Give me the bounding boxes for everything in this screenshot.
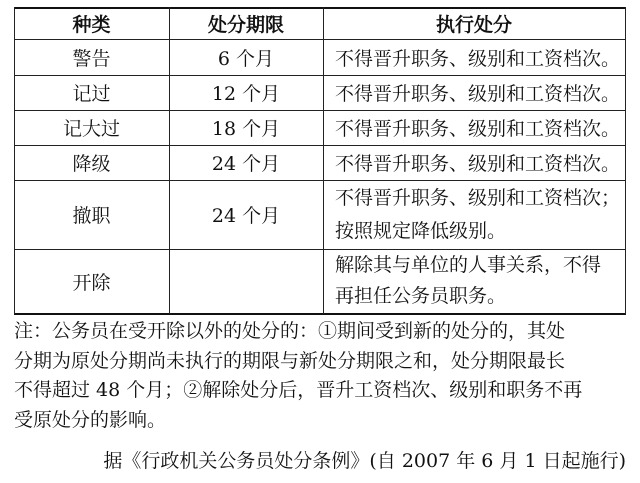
row-action [323,249,625,313]
row-type: 记过 [72,83,111,105]
row-type: 记大过 [62,118,120,140]
row-action-line: 不得晋升职务、级别和工资档次； [335,186,621,209]
row-action-line: 解除其与单位的人事关系，不得 [335,254,602,276]
note-line: 分期为原处分期尚未执行的期限与新处分期限之和，处分期限最长 [14,349,566,372]
row-period: 18 个月 [211,118,281,140]
row-action: 不得晋升职务、级别和工资档次。 [335,118,621,140]
row-type: 降级 [72,153,111,175]
row-action: 不得晋升职务、级别和工资档次。 [335,153,621,175]
row-period: 24 个月 [211,205,281,227]
row-period: 24 个月 [211,153,281,175]
note-line: 受原处分的影响。 [14,408,167,431]
header-type: 种类 [72,13,111,36]
row-period: 12 个月 [211,83,281,105]
row-action: 不得晋升职务、级别和工资档次。 [335,47,621,70]
disciplinary-table [14,7,626,314]
row-period [169,249,323,313]
row-action [323,180,625,249]
row-action-line: 按照规定降低级别。 [335,219,507,242]
row-action-line: 再担任公务员职务。 [335,285,507,307]
header-action: 执行处分 [435,13,512,36]
row-type: 警告 [72,47,111,70]
row-action: 不得晋升职务、级别和工资档次。 [335,83,621,105]
header-period: 处分期限 [207,13,284,36]
table-note [14,317,626,435]
note-line: 注：公务员在受开除以外的处分的：①期间受到新的处分的，其处 [14,320,566,342]
row-period: 6 个月 [217,47,275,70]
row-type: 撤职 [72,205,111,227]
note-line: 不得超过 48 个月；②解除处分后，晋升工资档次、级别和职务不再 [14,379,583,401]
source-citation: 据《行政机关公务员处分条例》(自 2007 年 6 月 1 日起施行) [103,450,626,472]
row-type: 开除 [72,271,111,294]
